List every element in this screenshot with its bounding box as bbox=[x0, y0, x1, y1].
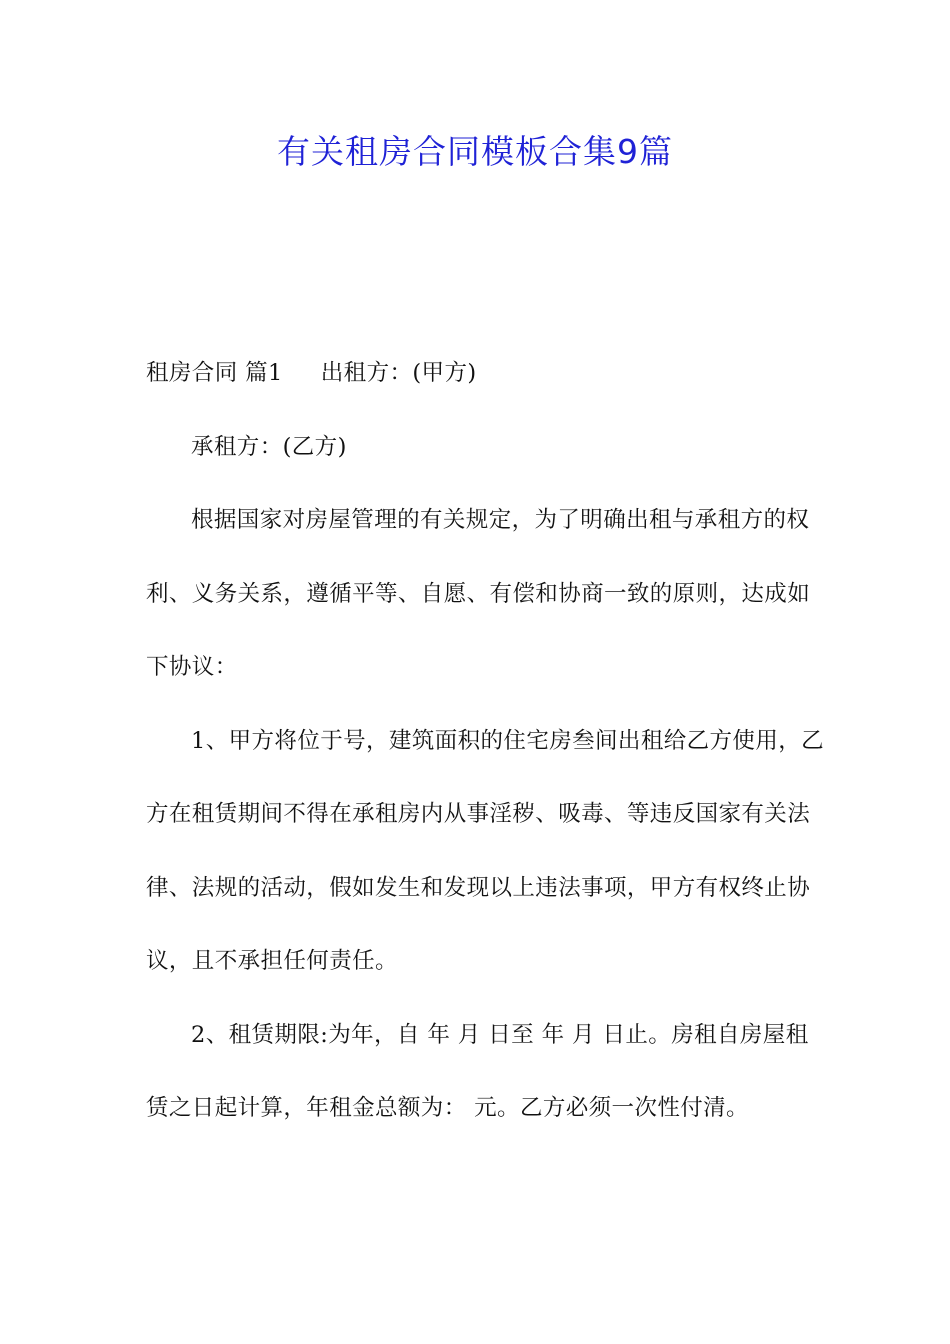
document-body bbox=[146, 337, 826, 1146]
lessor-line: 出租方：(甲方) bbox=[320, 360, 477, 386]
preamble-paragraph: 根据国家对房屋管理的有关规定，为了明确出租与承租方的权利、义务关系，遵循平等、自愿、有偿和协商一致的原则，达成如下协议： bbox=[146, 507, 811, 680]
clause-2-paragraph: 2、租赁期限:为年，自 年 月 日至 年 月 日止。房租自房屋租赁之日起计算，年租金总额为： 元。乙方必须一次性付清。 bbox=[146, 1021, 809, 1121]
clause-1-paragraph: 1、甲方将位于号，建筑面积的住宅房叁间出租给乙方使用，乙方在租赁期间不得在承租房内从事淫秽、吸毒、等违反国家有关法律、法规的活动，假如发生和发现以上违法事项，甲方有权终止协议，且不承担任何责任。 bbox=[146, 727, 825, 974]
contract-heading-label: 租房合同 篇1 bbox=[146, 360, 283, 386]
first-paragraph bbox=[146, 337, 826, 411]
lessee-paragraph: 承租方：(乙方) bbox=[191, 433, 347, 460]
document-title: 有关租房合同模板合集9篇 bbox=[277, 132, 673, 171]
